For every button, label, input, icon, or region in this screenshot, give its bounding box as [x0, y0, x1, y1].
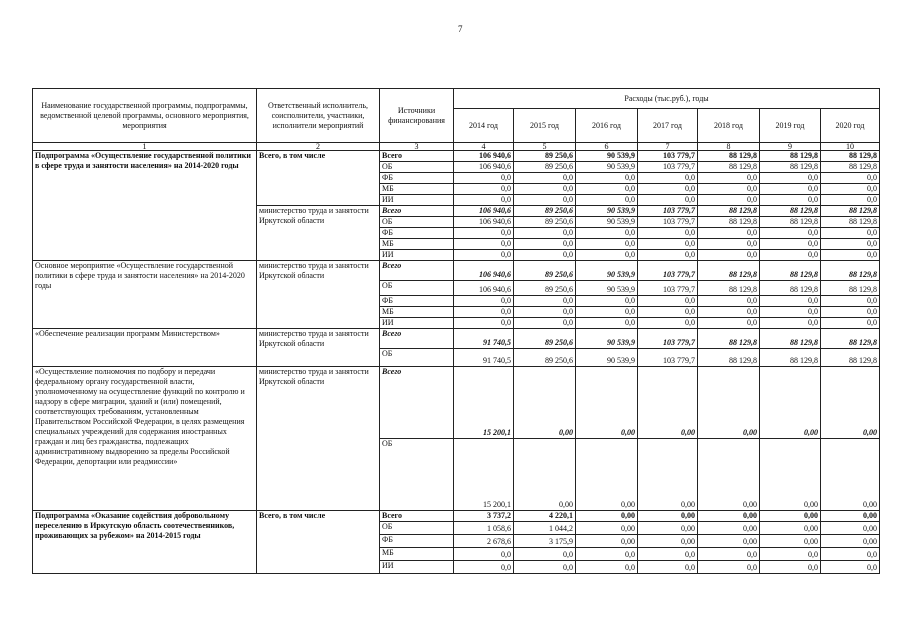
value-cell: 89 250,6 [514, 281, 576, 296]
value-cell: 0,00 [698, 522, 760, 535]
value-cell: 0,0 [760, 307, 821, 318]
value-cell: 91 740,5 [454, 349, 514, 367]
col-index: 4 [454, 143, 514, 151]
value-cell: 103 779,7 [638, 217, 698, 228]
value-cell: 0,00 [760, 367, 821, 439]
row-executor: министерство труда и занятости Иркутской области [257, 367, 380, 511]
value-cell: 0,0 [821, 307, 880, 318]
value-cell: 0,0 [638, 318, 698, 329]
col-index: 7 [638, 143, 698, 151]
value-cell: 15 200,1 [454, 367, 514, 439]
value-cell: 0,0 [821, 195, 880, 206]
value-cell: 0,0 [514, 173, 576, 184]
source-cell: ФБ [380, 173, 454, 184]
col-index: 5 [514, 143, 576, 151]
value-cell: 0,0 [514, 307, 576, 318]
value-cell: 1 044,2 [514, 522, 576, 535]
value-cell: 0,0 [760, 250, 821, 261]
source-cell: ИИ [380, 250, 454, 261]
value-cell: 106 940,6 [454, 151, 514, 162]
value-cell: 88 129,8 [760, 151, 821, 162]
value-cell: 0,0 [760, 318, 821, 329]
row-name: Подпрограмма «Осуществление государственной политики в сфере труда и занятости населения» на 2014-2020 годы [33, 151, 257, 261]
value-cell: 0,0 [760, 195, 821, 206]
source-cell: ОБ [380, 439, 454, 511]
value-cell: 1 058,6 [454, 522, 514, 535]
value-cell: 0,0 [698, 184, 760, 195]
value-cell: 88 129,8 [821, 281, 880, 296]
value-cell: 106 940,6 [454, 162, 514, 173]
value-cell: 0,00 [638, 535, 698, 548]
value-cell: 0,0 [454, 228, 514, 239]
value-cell: 0,0 [454, 184, 514, 195]
value-cell: 106 940,6 [454, 261, 514, 281]
value-cell: 88 129,8 [698, 261, 760, 281]
header-expenses: Расходы (тыс.руб.), годы [454, 89, 880, 109]
header-year: 2015 год [514, 109, 576, 143]
value-cell: 89 250,6 [514, 261, 576, 281]
value-cell: 0,0 [576, 228, 638, 239]
value-cell: 88 129,8 [698, 217, 760, 228]
value-cell: 0,0 [454, 307, 514, 318]
header-source: Источники финансирования [380, 89, 454, 143]
row-name: «Обеспечение реализации программ Министерством» [33, 329, 257, 367]
header-year: 2019 год [760, 109, 821, 143]
value-cell: 0,0 [576, 250, 638, 261]
row-name: Подпрограмма «Оказание содействия добровольному переселению в Иркутскую область соотечественников, проживающих за рубежом» на 2014-2015 годы [33, 511, 257, 574]
value-cell: 0,0 [821, 250, 880, 261]
value-cell: 0,0 [454, 173, 514, 184]
value-cell: 88 129,8 [760, 281, 821, 296]
value-cell: 0,0 [576, 318, 638, 329]
value-cell: 0,0 [454, 296, 514, 307]
source-cell: Всего [380, 261, 454, 281]
value-cell: 0,0 [821, 561, 880, 574]
value-cell: 0,0 [821, 548, 880, 561]
value-cell: 0,0 [638, 184, 698, 195]
value-cell: 89 250,6 [514, 151, 576, 162]
value-cell: 0,0 [760, 228, 821, 239]
source-cell: Всего [380, 206, 454, 217]
value-cell: 0,00 [760, 439, 821, 511]
value-cell: 0,0 [576, 184, 638, 195]
value-cell: 90 539,9 [576, 206, 638, 217]
value-cell: 106 940,6 [454, 281, 514, 296]
value-cell: 0,00 [514, 439, 576, 511]
value-cell: 90 539,9 [576, 162, 638, 173]
source-cell: ОБ [380, 217, 454, 228]
row-executor: Всего, в том числе [257, 511, 380, 574]
value-cell: 89 250,6 [514, 162, 576, 173]
value-cell: 0,00 [576, 511, 638, 522]
value-cell: 103 779,7 [638, 349, 698, 367]
value-cell: 0,00 [576, 367, 638, 439]
col-index: 1 [33, 143, 257, 151]
value-cell: 0,0 [514, 228, 576, 239]
source-cell: Всего [380, 367, 454, 439]
value-cell: 0,0 [821, 239, 880, 250]
value-cell: 88 129,8 [821, 217, 880, 228]
value-cell: 0,0 [760, 239, 821, 250]
source-cell: Всего [380, 151, 454, 162]
value-cell: 103 779,7 [638, 281, 698, 296]
value-cell: 88 129,8 [760, 206, 821, 217]
source-cell: ОБ [380, 522, 454, 535]
value-cell: 88 129,8 [760, 217, 821, 228]
row-executor: министерство труда и занятости Иркутской области [257, 206, 380, 261]
value-cell: 3 737,2 [454, 511, 514, 522]
value-cell: 90 539,9 [576, 329, 638, 349]
source-cell: ОБ [380, 349, 454, 367]
col-index: 10 [821, 143, 880, 151]
value-cell: 90 539,9 [576, 151, 638, 162]
value-cell: 0,00 [698, 535, 760, 548]
source-cell: ИИ [380, 195, 454, 206]
source-cell: МБ [380, 548, 454, 561]
value-cell: 0,0 [638, 296, 698, 307]
header-executor: Ответственный исполнитель, соисполнители, участники, исполнители мероприятий [257, 89, 380, 143]
value-cell: 89 250,6 [514, 206, 576, 217]
value-cell: 2 678,6 [454, 535, 514, 548]
value-cell: 15 200,1 [454, 439, 514, 511]
value-cell: 0,00 [821, 522, 880, 535]
value-cell: 0,00 [638, 522, 698, 535]
value-cell: 0,0 [576, 296, 638, 307]
value-cell: 0,0 [454, 239, 514, 250]
value-cell: 88 129,8 [698, 151, 760, 162]
value-cell: 89 250,6 [514, 217, 576, 228]
value-cell: 0,0 [760, 173, 821, 184]
value-cell: 88 129,8 [821, 261, 880, 281]
value-cell: 0,0 [638, 239, 698, 250]
header-name: Наименование государственной программы, подпрограммы, ведомственной целевой программы, основного мероприятия, мероприятия [33, 89, 257, 143]
value-cell: 0,0 [698, 318, 760, 329]
value-cell: 0,00 [576, 522, 638, 535]
value-cell: 0,00 [514, 367, 576, 439]
value-cell: 0,00 [760, 535, 821, 548]
value-cell: 88 129,8 [760, 261, 821, 281]
col-index: 3 [380, 143, 454, 151]
value-cell: 0,0 [514, 184, 576, 195]
value-cell: 0,0 [638, 173, 698, 184]
row-name: Основное мероприятие «Осуществление государственной политики в сфере труда и занятости населения» на 2014-2020 годы [33, 261, 257, 329]
value-cell: 90 539,9 [576, 349, 638, 367]
value-cell: 89 250,6 [514, 329, 576, 349]
budget-table [32, 88, 880, 574]
value-cell: 0,0 [638, 307, 698, 318]
value-cell: 0,0 [638, 561, 698, 574]
value-cell: 0,0 [514, 250, 576, 261]
source-cell: ФБ [380, 228, 454, 239]
value-cell: 0,00 [698, 439, 760, 511]
col-index: 6 [576, 143, 638, 151]
source-cell: МБ [380, 239, 454, 250]
value-cell: 0,0 [514, 561, 576, 574]
value-cell: 89 250,6 [514, 349, 576, 367]
value-cell: 0,0 [514, 239, 576, 250]
value-cell: 0,0 [821, 228, 880, 239]
value-cell: 0,0 [454, 250, 514, 261]
value-cell: 103 779,7 [638, 206, 698, 217]
page-number: 7 [458, 24, 463, 34]
value-cell: 0,0 [576, 239, 638, 250]
value-cell: 0,00 [760, 511, 821, 522]
header-year: 2018 год [698, 109, 760, 143]
value-cell: 0,0 [514, 296, 576, 307]
value-cell: 0,00 [698, 367, 760, 439]
source-cell: Всего [380, 329, 454, 349]
value-cell: 0,00 [576, 439, 638, 511]
value-cell: 106 940,6 [454, 206, 514, 217]
value-cell: 0,0 [638, 548, 698, 561]
col-index: 2 [257, 143, 380, 151]
value-cell: 88 129,8 [821, 329, 880, 349]
source-cell: ИИ [380, 318, 454, 329]
value-cell: 0,0 [576, 548, 638, 561]
value-cell: 0,0 [514, 548, 576, 561]
source-cell: ИИ [380, 561, 454, 574]
value-cell: 88 129,8 [698, 281, 760, 296]
value-cell: 88 129,8 [821, 151, 880, 162]
value-cell: 88 129,8 [698, 349, 760, 367]
value-cell: 0,0 [576, 173, 638, 184]
value-cell: 88 129,8 [821, 349, 880, 367]
source-cell: ОБ [380, 162, 454, 173]
value-cell: 0,0 [454, 318, 514, 329]
source-cell: ФБ [380, 535, 454, 548]
value-cell: 0,0 [514, 195, 576, 206]
value-cell: 0,00 [638, 439, 698, 511]
value-cell: 0,0 [760, 548, 821, 561]
value-cell: 0,0 [638, 195, 698, 206]
value-cell: 0,0 [638, 250, 698, 261]
value-cell: 0,0 [698, 228, 760, 239]
col-index: 9 [760, 143, 821, 151]
value-cell: 0,0 [821, 296, 880, 307]
value-cell: 0,0 [454, 548, 514, 561]
value-cell: 88 129,8 [760, 162, 821, 173]
row-executor: министерство труда и занятости Иркутской области [257, 329, 380, 367]
value-cell: 106 940,6 [454, 217, 514, 228]
value-cell: 88 129,8 [760, 329, 821, 349]
value-cell: 0,0 [821, 318, 880, 329]
header-year: 2020 год [821, 109, 880, 143]
source-cell: МБ [380, 307, 454, 318]
value-cell: 0,00 [638, 367, 698, 439]
value-cell: 0,0 [576, 195, 638, 206]
value-cell: 0,00 [821, 367, 880, 439]
value-cell: 3 175,9 [514, 535, 576, 548]
value-cell: 0,00 [576, 535, 638, 548]
value-cell: 88 129,8 [821, 162, 880, 173]
value-cell: 0,00 [638, 511, 698, 522]
value-cell: 0,00 [821, 511, 880, 522]
value-cell: 88 129,8 [698, 206, 760, 217]
value-cell: 0,00 [760, 522, 821, 535]
value-cell: 4 220,1 [514, 511, 576, 522]
value-cell: 88 129,8 [821, 206, 880, 217]
value-cell: 0,0 [698, 239, 760, 250]
value-cell: 0,0 [576, 307, 638, 318]
value-cell: 90 539,9 [576, 261, 638, 281]
value-cell: 0,00 [698, 511, 760, 522]
value-cell: 0,0 [698, 250, 760, 261]
value-cell: 91 740,5 [454, 329, 514, 349]
value-cell: 103 779,7 [638, 261, 698, 281]
value-cell: 88 129,8 [760, 349, 821, 367]
row-executor: Всего, в том числе [257, 151, 380, 206]
value-cell: 0,0 [454, 561, 514, 574]
source-cell: МБ [380, 184, 454, 195]
col-index: 8 [698, 143, 760, 151]
value-cell: 90 539,9 [576, 217, 638, 228]
value-cell: 90 539,9 [576, 281, 638, 296]
value-cell: 0,00 [821, 439, 880, 511]
value-cell: 88 129,8 [698, 329, 760, 349]
value-cell: 0,0 [698, 173, 760, 184]
value-cell: 0,00 [821, 535, 880, 548]
row-executor: министерство труда и занятости Иркутской области [257, 261, 380, 329]
value-cell: 0,0 [760, 184, 821, 195]
value-cell: 103 779,7 [638, 329, 698, 349]
value-cell: 0,0 [760, 296, 821, 307]
value-cell: 103 779,7 [638, 151, 698, 162]
value-cell: 0,0 [638, 228, 698, 239]
value-cell: 0,0 [454, 195, 514, 206]
value-cell: 0,0 [698, 195, 760, 206]
value-cell: 0,0 [821, 173, 880, 184]
value-cell: 0,0 [760, 561, 821, 574]
value-cell: 0,0 [821, 184, 880, 195]
source-cell: ОБ [380, 281, 454, 296]
value-cell: 88 129,8 [698, 162, 760, 173]
value-cell: 0,0 [576, 561, 638, 574]
header-year: 2016 год [576, 109, 638, 143]
row-name: «Осуществление полномочия по подбору и передачи федеральному органу государственной власти, уполномоченному на осуществление функций по контролю и надзору в сфере миграции, зданий и (или) помещений, соответствующих требованиям, установленным Правительством Российской Федерации, в целях размещения специальных учреждений для содержания иностранных граждан и лиц без гражданства, подлежащих административному выдворению за пределы Российской Федерации, депортации или реадмиссии» [33, 367, 257, 511]
value-cell: 0,0 [698, 548, 760, 561]
value-cell: 0,0 [698, 296, 760, 307]
value-cell: 0,0 [514, 318, 576, 329]
source-cell: Всего [380, 511, 454, 522]
source-cell: ФБ [380, 296, 454, 307]
value-cell: 0,0 [698, 307, 760, 318]
value-cell: 0,0 [698, 561, 760, 574]
header-year: 2014 год [454, 109, 514, 143]
value-cell: 103 779,7 [638, 162, 698, 173]
header-year: 2017 год [638, 109, 698, 143]
